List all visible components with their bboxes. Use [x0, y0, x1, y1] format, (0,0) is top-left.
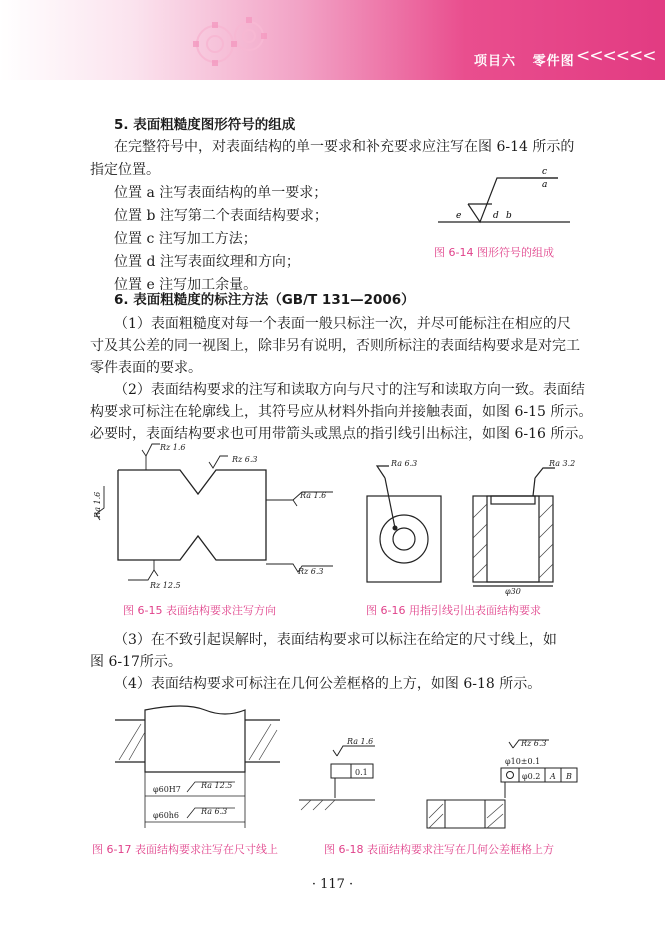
para-2-line-2: 构要求可标注在轮廓线上，其符号应从材料外指向并接触表面，如图 6-15 所示。 — [90, 404, 593, 420]
para-2-line-1: （2）表面结构要求的注写和读取方向与尺寸的注写和读取方向一致。表面结 — [114, 382, 585, 398]
section-5-intro-line-2: 指定位置。 — [90, 162, 160, 178]
fig615-label-2: Rz 6.3 — [232, 455, 258, 464]
fig615-label-6: Rz 6.3 — [298, 567, 324, 576]
label-e: e — [456, 211, 462, 221]
position-d: 位置 d 注写表面纹理和方向； — [114, 254, 300, 270]
chapter-title: 项目六 零件图 — [474, 54, 575, 69]
section-5-intro-line-1: 在完整符号中，对表面结构的单一要求和补充要求应注写在图 6-14 所示的 — [114, 139, 575, 155]
fig618-label-3: Rz 6.3 — [521, 739, 547, 748]
figure-6-16-diagram — [355, 458, 585, 598]
fig615-label-4: Ra 1.6 — [93, 491, 102, 518]
para-1-line-3: 零件表面的要求。 — [90, 360, 202, 376]
page-number: · 117 · — [311, 877, 354, 892]
fig615-label-1: Rz 1.6 — [160, 443, 186, 452]
figure-6-16-caption: 图 6-16 用指引线引出表面结构要求 — [366, 604, 541, 617]
page-header — [0, 0, 665, 80]
figure-6-14-diagram — [430, 160, 580, 230]
para-3-line-1: （3）在不致引起误解时，表面结构要求可以标注在给定的尺寸线上，如 — [114, 632, 557, 648]
position-b: 位置 b 注写第二个表面结构要求； — [114, 208, 328, 224]
fig617-label-1: φ60H7 — [153, 785, 181, 794]
fig618-label-2: 0.1 — [355, 768, 368, 777]
para-3-line-2: 图 6-17所示。 — [90, 654, 182, 670]
fig618-label-7: B — [566, 772, 572, 781]
position-e: 位置 e 注写加工余量。 — [114, 277, 258, 293]
fig615-label-5: Rz 12.5 — [150, 581, 181, 590]
section-5-heading: 5. 表面粗糙度图形符号的组成 — [114, 117, 296, 133]
figure-6-15-caption: 图 6-15 表面结构要求注写方向 — [123, 604, 276, 617]
fig615-label-3: Ra 1.6 — [300, 491, 327, 500]
fig616-label-2: Ra 3.2 — [549, 459, 576, 468]
fig617-label-2: Ra 12.5 — [201, 781, 233, 790]
position-c: 位置 c 注写加工方法； — [114, 231, 257, 247]
fig617-label-4: Ra 6.3 — [201, 807, 228, 816]
fig616-label-3: φ30 — [505, 587, 521, 596]
fig618-label-4: φ10±0.1 — [505, 757, 541, 766]
para-2-line-3: 必要时，表面结构要求也可用带箭头或黑点的指引线引出标注，如图 6-16 所示。 — [90, 426, 593, 442]
para-4: （4）表面结构要求可标注在几何公差框格的上方，如图 6-18 所示。 — [114, 676, 542, 692]
fig616-label-1: Ra 6.3 — [391, 459, 418, 468]
fig618-label-1: Ra 1.6 — [347, 738, 374, 746]
figure-6-17-caption: 图 6-17 表面结构要求注写在尺寸线上 — [92, 843, 278, 856]
figure-6-18-caption: 图 6-18 表面结构要求注写在几何公差框格上方 — [324, 843, 554, 856]
label-c: c — [542, 167, 548, 177]
chevron-decoration-icon: <<<<<< — [576, 46, 656, 66]
figure-6-17-diagram — [115, 700, 285, 830]
figure-6-18-diagram — [295, 738, 585, 830]
label-a: a — [542, 180, 548, 190]
para-1-line-1: （1）表面粗糙度对每一个表面一般只标注一次，并尽可能标注在相应的尺 — [114, 316, 571, 332]
label-d: d — [493, 211, 499, 221]
fig618-label-5: φ0.2 — [522, 772, 541, 781]
para-1-line-2: 寸及其公差的同一视图上，除非另有说明，否则所标注的表面结构要求是对完工 — [90, 338, 580, 354]
position-a: 位置 a 注写表面结构的单一要求； — [114, 185, 328, 201]
section-6-heading: 6. 表面粗糙度的标注方法（GB/T 131—2006） — [114, 292, 415, 308]
label-b: b — [506, 211, 512, 221]
figure-6-15-diagram — [88, 442, 338, 592]
gear-icon — [185, 12, 281, 72]
figure-6-14-caption: 图 6-14 图形符号的组成 — [434, 246, 554, 259]
fig618-label-6: A — [550, 772, 556, 781]
fig617-label-3: φ60h6 — [153, 811, 180, 820]
